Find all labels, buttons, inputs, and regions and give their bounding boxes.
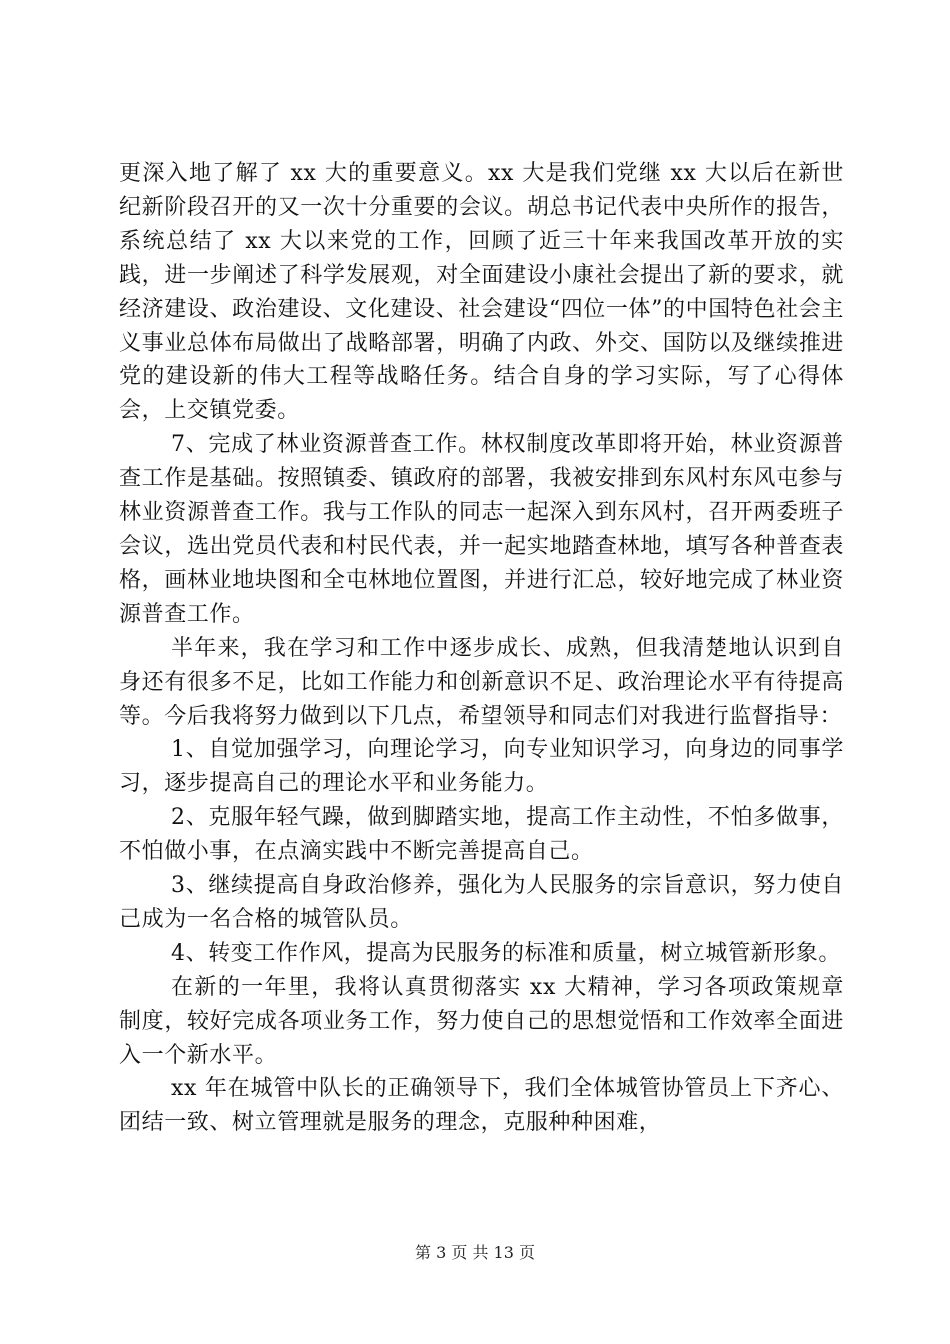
paragraph-9: xx 年在城管中队长的正确领导下，我们全体城管协管员上下齐心、团结一致、树立管理就是服务的理念，克服种种困难， <box>119 1076 844 1136</box>
paragraph-2: 7、完成了林业资源普查工作。林权制度改革即将开始，林业资源普查工作是基础。按照镇委、镇政府的部署，我被安排到东风村东风屯参与林业资源普查工作。我与工作队的同志一起深入到东风村，召开两委班子会议，选出党员代表和村民代表，并一起实地踏查林地，填写各种普查表格，画林业地块图和全屯林地位置图，并进行汇总，较好地完成了林业资源普查工作。 <box>119 432 844 627</box>
page-number-footer: 第 3 页 共 13 页 <box>415 1243 535 1262</box>
paragraph-1: 更深入地了解了 xx 大的重要意义。xx 大是我们党继 xx 大以后在新世纪新阶段召开的又一次十分重要的会议。胡总书记代表中央所作的报告，系统总结了 xx 大以来党的工作，回顾了近三十年来我国改革开放的实践，进一步阐述了科学发展观，对全面建设小康社会提出了新的要求，就经济建设、政治建设、文化建设、社会建设“四位一体”的中国特色社会主义事业总体布局做出了战略部署，明确了内政、外交、国防以及继续推进党的建设新的伟大工程等战略任务。结合自身的学习实际，写了心得体会，上交镇党委。 <box>119 161 844 424</box>
paragraph-3: 半年来，我在学习和工作中逐步成长、成熟，但我清楚地认识到自身还有很多不足，比如工作能力和创新意识不足、政治理论水平有待提高等。今后我将努力做到以下几点，希望领导和同志们对我进行监督指导： <box>119 635 844 729</box>
paragraph-4: 1、自觉加强学习，向理论学习，向专业知识学习，向身边的同事学习，逐步提高自己的理论水平和业务能力。 <box>119 737 844 797</box>
paragraph-7: 4、转变工作作风，提高为民服务的标准和质量，树立城管新形象。 <box>171 940 841 966</box>
document-body <box>119 157 844 1140</box>
paragraph-5: 2、克服年轻气躁，做到脚踏实地，提高工作主动性，不怕多做事，不怕做小事，在点滴实践中不断完善提高自己。 <box>119 805 844 865</box>
paragraph-6: 3、继续提高自身政治修养，强化为人民服务的宗旨意识，努力使自己成为一名合格的城管队员。 <box>119 873 844 932</box>
paragraph-8: 在新的一年里，我将认真贯彻落实 xx 大精神，学习各项政策规章制度，较好完成各项业务工作，努力使自己的思想觉悟和工作效率全面进入一个新水平。 <box>119 974 844 1068</box>
